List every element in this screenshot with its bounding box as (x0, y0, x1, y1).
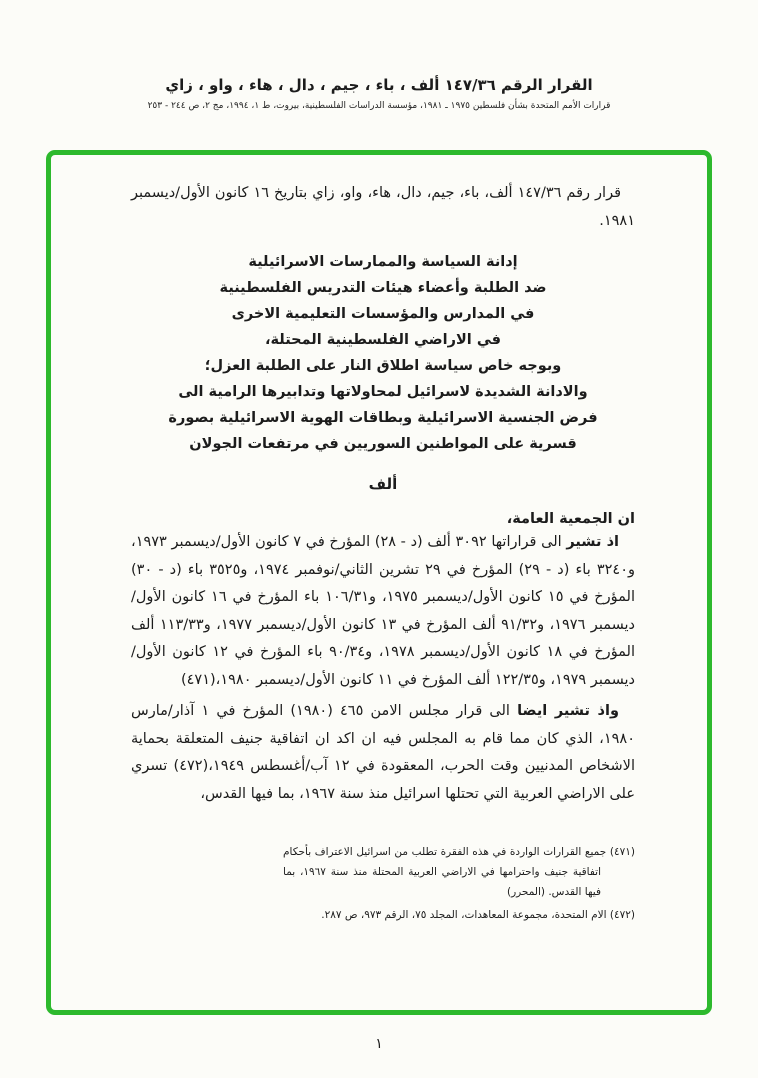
document-source-citation: قرارات الأمم المتحدة بشأن فلسطين ١٩٧٥ ـ ١٩٨١، مؤسسة الدراسات الفلسطينية، بيروت، ط ١، ١٩٩٤، مج ٢، ص ٢٤٤ - ٢٥٣ (147, 101, 611, 111)
footnote (283, 905, 635, 925)
resolution-heading-paragraph: قرار رقم ١٤٧/٣٦ ألف، باء، جيم، دال، هاء، واو، زاي بتاريخ ١٦ كانون الأول/ديسمبر ١٩٨١. (131, 185, 635, 229)
resolution-title-line: فرض الجنسية الاسرائيلية وبطاقات الهوية الاسرائيلية بصورة (168, 410, 598, 426)
resolution-title-line: ضد الطلبة وأعضاء هيئات التدريس الفلسطينية (219, 280, 547, 296)
page-footer (0, 1033, 758, 1052)
resolution-title-line: في المدارس والمؤسسات التعليمية الاخرى (231, 306, 535, 322)
footnote (283, 842, 635, 902)
resolution-title-line: وبوجه خاص سياسة اطلاق النار على الطلبة العزل؛ (204, 358, 562, 374)
paragraph-lead: اذ تشير (566, 534, 619, 550)
resolution-title-line: قسرية على المواطنين السوريين في مرتفعات الجولان (189, 436, 577, 452)
footnote-text: جميع القرارات الواردة في هذه الفقرة تطلب من اسرائيل الاعتراف بأحكام اتفاقية جنيف واحترامها في الاراضي العربية المحتلة منذ سنة ١٩٦٧، بما فيها القدس. (المحرر) (283, 846, 607, 898)
document-title: القرار الرقم ١٤٧/٣٦ ألف ، باء ، جيم ، دال ، هاء ، واو ، زاي (165, 76, 593, 94)
resolution-title-line: في الاراضي الفلسطينية المحتلة، (264, 332, 501, 348)
paragraph-text: الى قراراتها ٣٠٩٢ ألف (د - ٢٨) المؤرخ في ٧ كانون الأول/ديسمبر ١٩٧٣، و٣٢٤٠ باء (د - ٢٩) المؤرخ في ٢٩ تشرين الثاني/نوفمبر ١٩٧٤، و٣٥٢٥ باء (د - ٣٠) المؤرخ في ١٥ كانون الأول/ديسمبر ١٩٧٥، و١٠٦/٣١ باء المؤرخ في ١٦ كانون الأول/ديسمبر ١٩٧٦، و٩١/٣٢ ألف المؤرخ في ١٣ كانون الأول/ديسمبر ١٩٧٧، و١١٣/٣٣ ألف المؤرخ في ١٨ كانون الأول/ديسمبر ١٩٧٨، و٩٠/٣٤ باء المؤرخ في ١٢ كانون الأول/ديسمبر ١٩٧٩، و١٢٢/٣٥ ألف المؤرخ في ١١ كانون الأول/ديسمبر ١٩٨٠،(٤٧١) (131, 534, 636, 688)
page-number: ١ (375, 1036, 383, 1052)
paragraph-text: الى قرار مجلس الامن ٤٦٥ (١٩٨٠) المؤرخ في ١ آذار/مارس ١٩٨٠، الذي كان مما قام به المجلس فيه ان اكد ان اتفاقية جنيف المتعلقة بحماية الاشخاص المدنيين وقت الحرب، المعقودة في ١٢ آب/أغسطس ١٩٤٩،(٤٧٢) تسري على الاراضي العربية التي تحتلها اسرائيل منذ سنة ١٩٦٧، بما فيها القدس، (131, 703, 635, 802)
preamble-paragraph (131, 529, 635, 694)
resolution-title-line: والادانة الشديدة لاسرائيل لمحاولاتها وتدابيرها الرامية الى (178, 384, 588, 400)
resolution-title-line: إدانة السياسة والممارسات الاسرائيلية (248, 254, 518, 270)
highlight-box (46, 150, 712, 1015)
footnotes-block (283, 842, 635, 925)
paragraph-lead: واذ تشير ايضا (517, 703, 619, 719)
preamble-opening: ان الجمعية العامة، (506, 511, 635, 527)
footnote-text: الام المتحدة، مجموعة المعاهدات، المجلد ٧٥، الرقم ٩٧٣، ص ٢٨٧. (321, 909, 607, 921)
page-header (0, 76, 758, 111)
preamble-paragraph (131, 698, 635, 808)
resolution-title-block (131, 249, 635, 457)
section-label-alif: ألف (368, 475, 398, 493)
preamble-paragraphs (131, 529, 635, 808)
footnote-marker: (٤٧١) (609, 846, 635, 858)
footnote-marker: (٤٧٢) (609, 909, 635, 921)
